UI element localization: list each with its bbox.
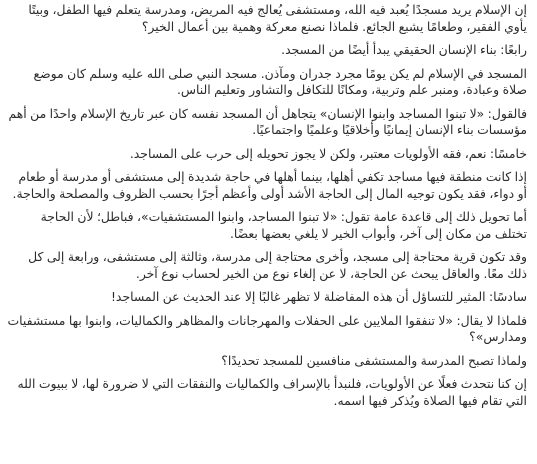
paragraph-priorities-example: إذا كانت منطقة فيها مساجد تكفي أهلها، بينما أهلها في حاجة شديدة إلى مستشفى أو مدرسة أو طعام أو دواء، فقد يكون توجيه المال إلى الحاجة الأشد أولى وأعظم أجرًا بحسب الظروف والمصلحة والحاجة. bbox=[12, 169, 527, 201]
paragraph-village-needs: وقد تكون قرية محتاجة إلى مسجد، وأخرى محتاجة إلى مدرسة، وثالثة إلى مستشفى، ورابعة إلى كل ذلك معًا. والعاقل يبحث عن الحاجة، لا عن إلغاء نوع من الخير لحساب نوع آخر. bbox=[28, 249, 527, 281]
paragraph-building-human: فالقول: «لا تبنوا المساجد وابنوا الإنسان» يتجاهل أن المسجد نفسه كان عبر تاريخ الإسلام واحدًا من أهم مؤسسات بناء الإنسان إيمانيًا وأخلاقيًا وعلميًا واجتماعيًا. bbox=[8, 105, 527, 137]
paragraph-mosque-role: المسجد في الإسلام لم يكن يومًا مجرد جدران ومآذن. مسجد النبي صلى الله عليه وسلم كان موضع صلاة وعبادة، ومنبر علم وتربية، ومكانًا للتكافل والتشاور وتعليم الناس. bbox=[33, 65, 527, 97]
paragraph-intro: إن الإسلام يريد مسجدًا يُعبد فيه الله، ومستشفى يُعالج فيه المريض، ومدرسة يتعلم فيها الطفل، وبيتًا يأوي الفقير، وطعامًا يشبع الجائع. فلماذا نصنع معركة وهمية بين أعمال الخير؟ bbox=[28, 2, 527, 34]
paragraph-fourth-point-heading: رابعًا: بناء الإنسان الحقيقي يبدأ أيضًا من المسجد. bbox=[281, 42, 527, 57]
paragraph-sixth-point-heading: سادسًا: المثير للتساؤل أن هذه المفاضلة لا تظهر غالبًا إلا عند الحديث عن المساجد! bbox=[110, 289, 527, 304]
paragraph-competitors-question: ولماذا تصبح المدرسة والمستشفى منافسين للمسجد تحديدًا؟ bbox=[221, 352, 527, 368]
paragraph-festivals-question: فلماذا لا يقال: «لا تنفقوا الملايين على الحفلات والمهرجانات والمظاهر والكماليات، وابنوا بها مستشفيات ومدارس»؟ bbox=[7, 312, 527, 344]
paragraph-general-rule: أما تحويل ذلك إلى قاعدة عامة تقول: «لا تبنوا المساجد، وابنوا المستشفيات»، فباطل؛ لأن الحاجة تختلف من مكان إلى آخر، وأبواب الخير لا يلغي بعضها بعضًا. bbox=[40, 209, 527, 241]
paragraph-conclusion: إن كنا نتحدث فعلًا عن الأولويات، فلنبدأ بالإسراف والكماليات والنفقات التي لا ضرورة لها، لا ببيوت الله التي تقام فيها الصلاة ويُذكر فيها اسمه. bbox=[17, 376, 527, 408]
paragraph-fifth-point-heading: خامسًا: نعم، فقه الأولويات معتبر، ولكن لا يجوز تحويله إلى حرب على المساجد. bbox=[129, 145, 527, 161]
